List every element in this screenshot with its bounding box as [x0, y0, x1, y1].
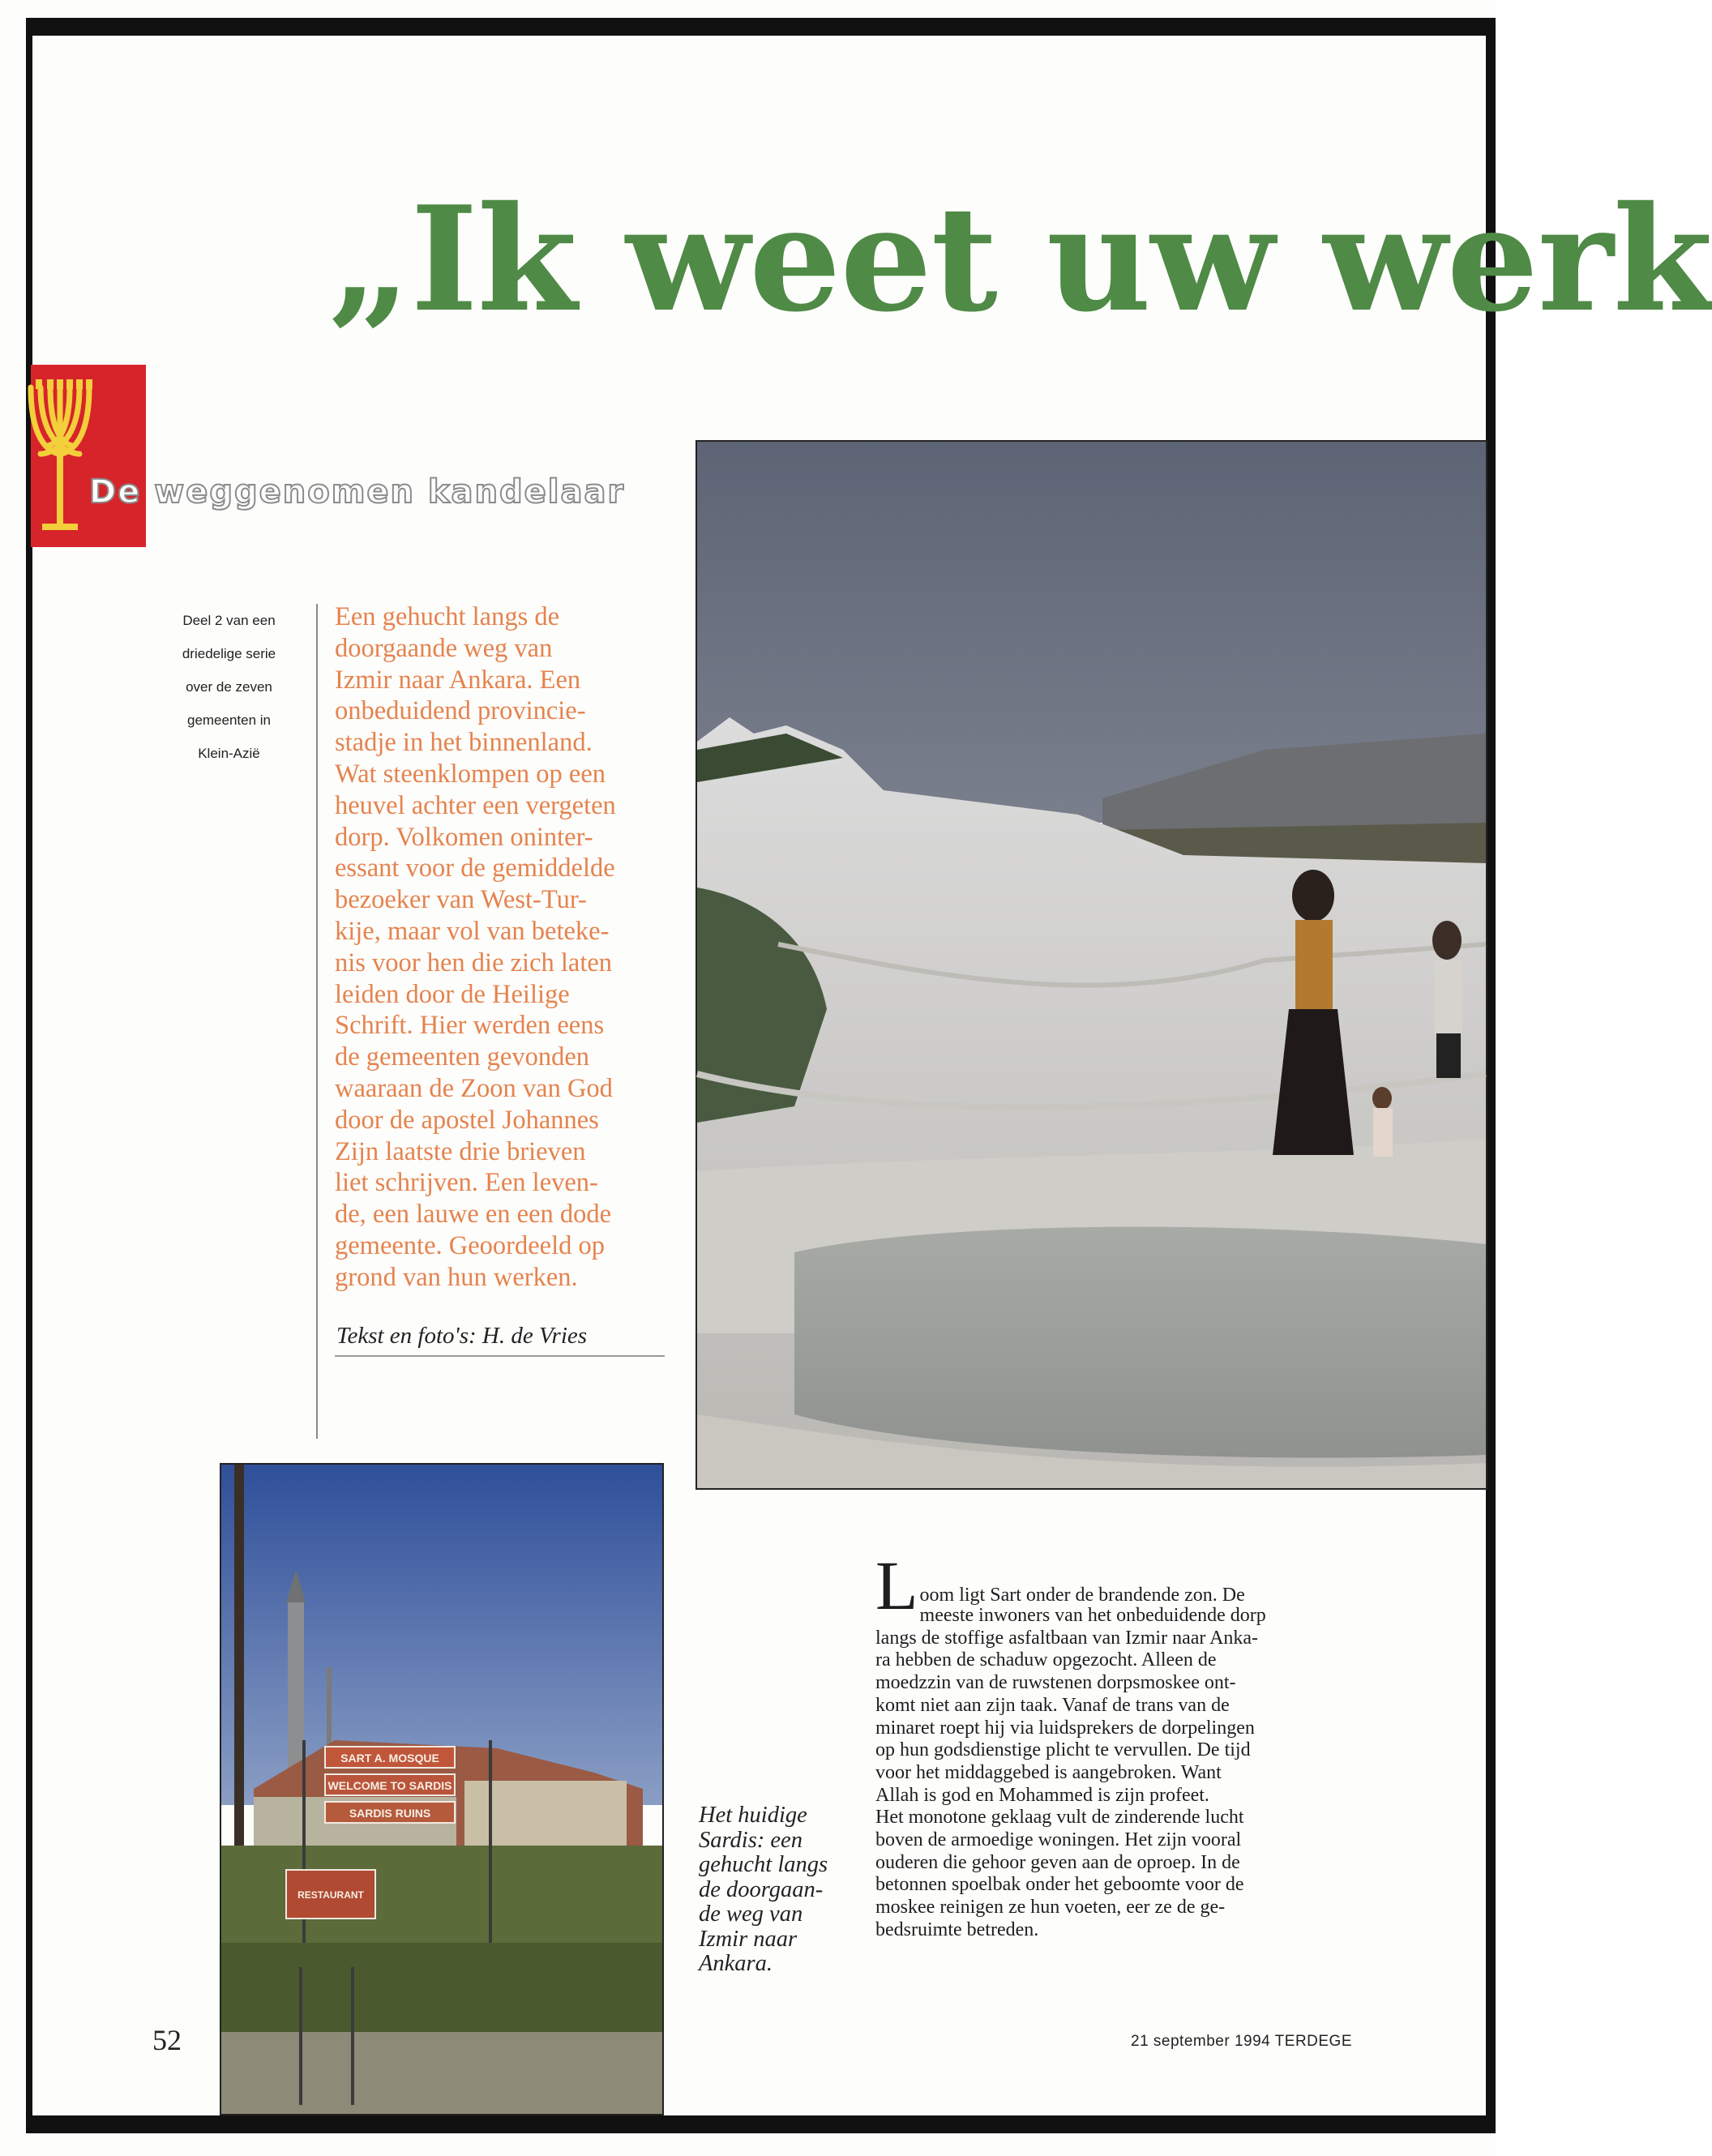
photo-caption — [699, 1803, 861, 1977]
intro-line: stadje in het binnenland. — [335, 728, 593, 758]
intro-line: de gemeenten gevonden — [335, 1042, 590, 1072]
body-line: Allah is god en Mohammed is zijn profeet. — [875, 1784, 1209, 1806]
intro-line: gemeente. Geoordeeld op — [335, 1230, 605, 1260]
intro-line: waaraan de Zoon van God — [335, 1073, 613, 1103]
intro-line: nis voor hen die zich laten — [335, 948, 613, 977]
page-border-bottom — [26, 2115, 1496, 2133]
sidebar-note — [154, 604, 304, 770]
intro-line: Izmir naar Ankara. Een — [335, 665, 581, 695]
intro-line: onbeduidend provincie- — [335, 696, 586, 726]
body-line: moskee reinigen ze hun voeten, eer ze de ge- — [875, 1897, 1226, 1919]
intro-line: dorp. Volkomen oninter- — [335, 822, 593, 852]
intro-paragraph — [335, 601, 667, 1294]
caption-line: Het huidige — [699, 1803, 807, 1828]
credit-rule — [335, 1355, 665, 1357]
footer-date: 21 september 1994 TERDEGE — [1131, 2033, 1353, 2050]
intro-line: Wat steenklompen op een — [335, 759, 606, 789]
intro-line: leiden door de Heilige — [335, 979, 570, 1009]
intro-line: kije, maar vol van beteke- — [335, 916, 610, 946]
intro-line: de, een lauwe en een dode — [335, 1200, 612, 1230]
intro-line: grond van hun werken. — [335, 1262, 578, 1292]
intro-line: Schrift. Hier werden eens — [335, 1011, 605, 1041]
menorah-icon — [31, 365, 146, 547]
main-photo — [696, 440, 1487, 1490]
body-line: boven de armoedige woningen. Het zijn vooral — [875, 1829, 1242, 1851]
body-line: op hun godsdienstige plicht te vervullen. De tijd — [875, 1739, 1251, 1761]
village-photo — [220, 1463, 664, 2115]
sign-text: WELCOME TO SARDIS — [327, 1779, 452, 1792]
village-scene — [221, 1465, 662, 2114]
body-line: langs de stoffige asfaltbaan van Izmir naar Anka- — [875, 1627, 1259, 1649]
body-line: ouderen die gehoor geven aan de oproep. In de — [875, 1851, 1240, 1873]
body-line: oom ligt Sart onder de brandende zon. De — [919, 1585, 1245, 1606]
travertine-scene — [697, 442, 1486, 1488]
body-line: voor het middaggebed is aangebroken. Want — [875, 1761, 1222, 1783]
sidebar-line: Klein-Azië — [198, 746, 260, 761]
body-line: meeste inwoners van het onbeduidende dorp — [919, 1605, 1266, 1626]
intro-line: bezoeker van West-Tur- — [335, 885, 587, 915]
caption-line: de weg van — [699, 1901, 803, 1927]
page-number: 52 — [152, 2024, 182, 2056]
page-border-top — [26, 18, 1496, 36]
caption-line: gehucht langs — [699, 1852, 828, 1877]
page-border-left — [26, 18, 32, 2125]
intro-line: Een gehucht langs de — [335, 602, 560, 631]
sign-text: RESTAURANT — [297, 1889, 364, 1901]
body-line: bedsruimte betreden. — [875, 1919, 1039, 1940]
series-title: De weggenomen kandelaar — [89, 473, 626, 511]
intro-line: doorgaande weg van — [335, 633, 553, 663]
body-line: moedzzin van de ruwstenen dorpsmoskee ont- — [875, 1672, 1236, 1694]
sidebar-line: driedelige serie — [182, 646, 276, 661]
intro-line: Zijn laatste drie brieven — [335, 1136, 586, 1166]
intro-line: door de apostel Johannes — [335, 1105, 599, 1135]
body-line: komt niet aan zijn taak. Vanaf de trans van de — [875, 1694, 1230, 1716]
series-logo — [31, 365, 146, 547]
sign-text: SART A. MOSQUE — [340, 1752, 439, 1765]
sign-text: SARDIS RUINS — [349, 1807, 431, 1820]
photo-credit: Tekst en foto's: H. de Vries — [336, 1323, 588, 1349]
caption-line: de doorgaan- — [699, 1876, 824, 1902]
body-text — [875, 1546, 1378, 1942]
intro-line: liet schrijven. Een leven- — [335, 1168, 598, 1198]
intro-line: heuvel achter een vergeten — [335, 790, 616, 820]
drop-cap: L — [875, 1546, 918, 1624]
body-line: betonnen spoelbak onder het geboomte voor de — [875, 1874, 1244, 1896]
body-line: minaret roept hij via luidsprekers de dorpelingen — [875, 1717, 1255, 1739]
caption-line: Izmir naar — [699, 1926, 798, 1952]
body-line: ra hebben de schaduw opgezocht. Alleen de — [875, 1649, 1217, 1671]
intro-line: essant voor de gemiddelde — [335, 853, 615, 883]
headline: „Ik weet uw werk — [328, 174, 1712, 344]
body-line: Het monotone geklaag vult de zinderende lucht — [875, 1807, 1244, 1829]
sidebar-line: Deel 2 van een — [182, 613, 276, 628]
caption-line: Sardis: een — [699, 1827, 802, 1853]
caption-line: Ankara. — [699, 1951, 773, 1976]
sidebar-line: over de zeven — [186, 679, 272, 695]
sidebar-line: gemeenten in — [186, 712, 272, 728]
column-divider — [316, 604, 318, 1439]
